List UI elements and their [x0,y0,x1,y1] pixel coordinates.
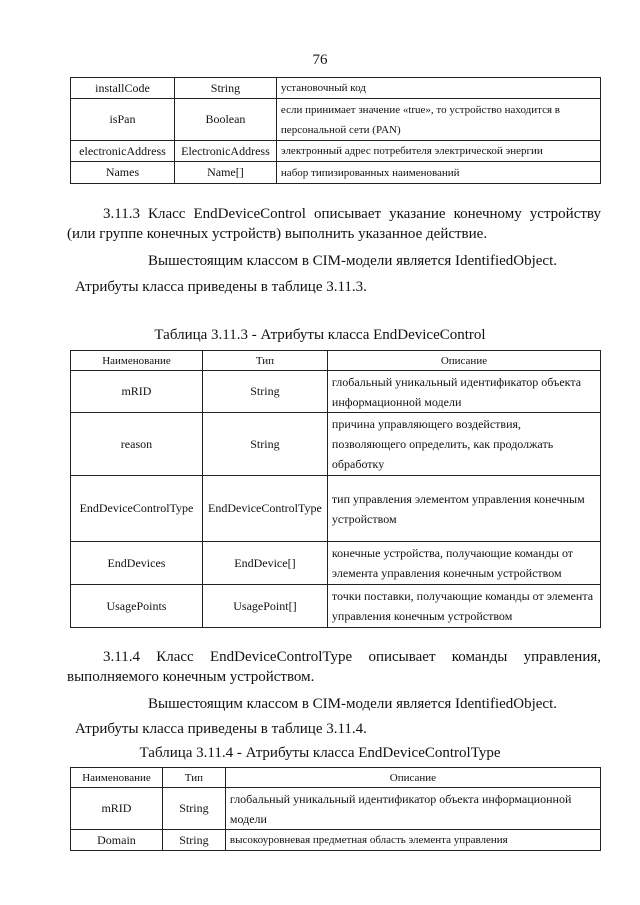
attribute-name-cell: mRID [71,371,203,413]
table-row [71,78,601,99]
table-row [71,162,601,184]
attribute-name-cell: Names [71,162,175,184]
attribute-name-cell: electronicAddress [71,141,175,162]
table-row [71,476,601,542]
attribute-description-cell: электронный адрес потребителя электрической энергии [276,141,600,162]
attribute-type-cell: String [202,413,327,476]
attribute-description-cell: причина управляющего воздействия, позволяющего определить, как продолжать обработку [327,413,600,476]
table-caption: Таблица 3.11.4 - Атрибуты класса EndDeviceControlType [139,745,501,761]
column-header: Тип [202,351,327,371]
superclass-paragraph: Вышестоящим классом в CIM-модели является IdentifiedObject. [148,696,558,712]
attribute-description-cell: глобальный уникальный идентификатор объекта информационной модели [327,371,600,413]
attribute-type-cell: String [202,371,327,413]
enddevicecontrol-attributes-table [70,350,601,628]
superclass-paragraph: Вышестоящим классом в CIM-модели является IdentifiedObject. [148,253,558,269]
attribute-type-cell: String [174,78,276,99]
enddevicecontroltype-attributes-table [70,767,601,851]
column-header: Описание [327,351,600,371]
attribute-description-cell: точки поставки, получающие команды от элемента управления конечным устройством [327,585,600,628]
table-row [71,585,601,628]
table-caption: Таблица 3.11.3 - Атрибуты класса EndDeviceControl [154,327,486,343]
page-number: 76 [312,52,328,68]
attribute-type-cell: UsagePoint[] [202,585,327,628]
attribute-description-cell: конечные устройства, получающие команды от элемента управления конечным устройством [327,542,600,585]
attribute-name-cell: reason [71,413,203,476]
attribute-description-cell: высокоуровневая предметная область элемента управления [225,830,600,851]
attributes-reference-paragraph: Атрибуты класса приведены в таблице 3.11.4. [75,721,367,737]
attribute-name-cell: UsagePoints [71,585,203,628]
table-row [71,141,601,162]
attribute-description-cell: глобальный уникальный идентификатор объекта информационной модели [225,788,600,830]
section-3-11-3-paragraph: 3.11.3 Класс EndDeviceControl описывает указание конечному устройству (или группе конечных устройств) выполнить указанное действие. [67,206,601,242]
table-row [71,371,601,413]
attributes-table-continuation [70,77,601,184]
table-header-row [71,768,601,788]
attribute-description-cell: установочный код [276,78,600,99]
table-row [71,99,601,141]
column-header: Тип [162,768,225,788]
table-row [71,830,601,851]
table-row [71,542,601,585]
attribute-type-cell: String [162,788,225,830]
attribute-name-cell: EndDevices [71,542,203,585]
attribute-type-cell: ElectronicAddress [174,141,276,162]
attribute-name-cell: EndDeviceControlType [71,476,203,542]
section-3-11-4-paragraph: 3.11.4 Класс EndDeviceControlType описывает команды управления, выполняемого конечным устройством. [67,649,601,685]
attribute-description-cell: набор типизированных наименований [276,162,600,184]
column-header: Наименование [71,351,203,371]
attribute-type-cell: Name[] [174,162,276,184]
column-header: Наименование [71,768,163,788]
table-row [71,788,601,830]
table-row [71,413,601,476]
attribute-name-cell: installCode [71,78,175,99]
attribute-type-cell: EndDeviceControlType [202,476,327,542]
attribute-type-cell: Boolean [174,99,276,141]
attribute-type-cell: EndDevice[] [202,542,327,585]
attribute-description-cell: если принимает значение «true», то устройство находится в персональной сети (PAN) [276,99,600,141]
table-header-row [71,351,601,371]
attribute-description-cell: тип управления элементом управления конечным устройством [327,476,600,542]
column-header: Описание [225,768,600,788]
attribute-type-cell: String [162,830,225,851]
attribute-name-cell: mRID [71,788,163,830]
attribute-name-cell: isPan [71,99,175,141]
attribute-name-cell: Domain [71,830,163,851]
attributes-reference-paragraph: Атрибуты класса приведены в таблице 3.11.3. [75,279,367,295]
